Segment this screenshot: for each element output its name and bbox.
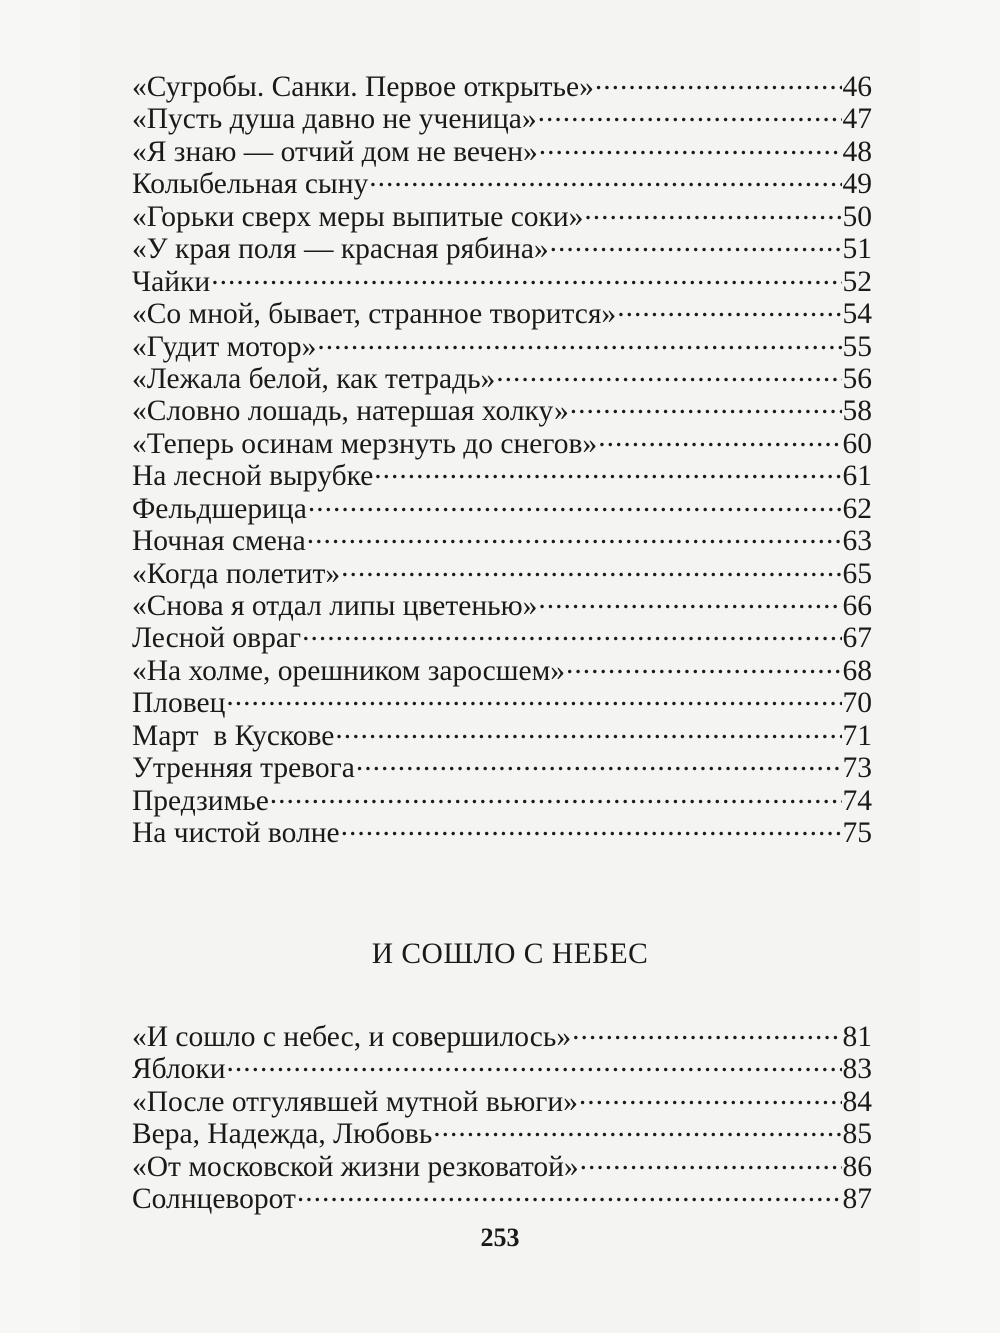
toc-leader-dots	[598, 421, 841, 453]
toc-leader-dots	[307, 518, 842, 550]
toc-leader-dots	[302, 615, 841, 647]
toc-entry-page: 67	[842, 622, 872, 655]
toc-leader-dots	[270, 778, 842, 810]
toc-leader-dots	[580, 1144, 842, 1176]
toc-entry-title: «Снова я отдал липы цветенью»	[132, 590, 538, 622]
toc-leader-dots	[579, 1079, 842, 1111]
toc-entry-page: 70	[842, 687, 872, 720]
toc-entry-title: «Со мной, бывает, странное творится»	[132, 298, 617, 331]
toc-leader-dots	[226, 680, 841, 712]
toc-leader-dots	[584, 194, 841, 226]
toc-entry-title: Солнцеворот	[132, 1183, 296, 1216]
toc-entry-title: «Я знаю — отчий дом не вечен»	[132, 135, 538, 168]
toc-entry-title: Яблоки	[132, 1053, 226, 1086]
toc-entry-page: 56	[842, 362, 872, 395]
toc-entry-title: «Гудит мотор»	[132, 330, 317, 363]
toc-entry-page: 87	[842, 1183, 872, 1216]
toc-entry-title: Предзимье	[132, 784, 269, 817]
toc-entry	[132, 64, 872, 103]
toc-leader-dots	[356, 745, 842, 777]
toc-entry-title: «Горьки сверх меры выпитые соки»	[132, 200, 584, 233]
section-heading: И СОШЛО С НЕБЕС	[371, 938, 649, 970]
toc-entry-title: «Сугробы. Санки. Первое открытье»	[132, 71, 594, 103]
toc-entry-page: 81	[842, 1021, 872, 1053]
toc-entry-title: «У края поля — красная рябина»	[132, 233, 549, 266]
toc-entry-page: 60	[842, 427, 872, 460]
toc-entry-page: 63	[842, 525, 872, 558]
toc-entry-title: Ночная смена	[132, 525, 306, 558]
toc-entry-title: На лесной вырубке	[132, 460, 374, 493]
toc-entry-page: 51	[842, 233, 872, 266]
toc-leader-dots	[617, 291, 841, 323]
toc-entry-page: 68	[842, 654, 872, 687]
toc-leader-dots	[227, 1046, 842, 1078]
toc-entry-page: 73	[842, 752, 872, 785]
toc-entry	[132, 1046, 872, 1086]
toc-entry-title: Март в Кускове	[132, 719, 335, 752]
toc-entry-title: «После отгулявшей мутной вьюги»	[132, 1085, 578, 1118]
toc-entry	[132, 1014, 872, 1053]
toc-entry-title: Лесной овраг	[132, 622, 302, 655]
toc-entry-page: 55	[842, 330, 872, 363]
toc-leader-dots	[317, 324, 841, 356]
toc-leader-dots	[538, 583, 841, 615]
toc-entry-title: Колыбельная сыну	[132, 168, 369, 201]
toc-entry-title: «И сошло с небес, и совершилось»	[132, 1021, 572, 1053]
toc-entry-page: 65	[842, 557, 872, 590]
toc-entry-page: 74	[842, 784, 872, 817]
toc-entry-page: 83	[842, 1053, 872, 1086]
toc-leader-dots	[374, 453, 841, 485]
toc-entry-title: «Пусть душа давно не ученица»	[132, 103, 537, 136]
toc-entry-page: 86	[842, 1150, 872, 1183]
toc-leader-dots	[433, 1111, 841, 1143]
table-of-contents	[132, 64, 872, 850]
toc-entry-page: 84	[842, 1085, 872, 1118]
toc-entry-title: Фельдшерица	[132, 492, 307, 525]
toc-entry	[132, 680, 872, 720]
toc-entry-page: 49	[842, 168, 872, 201]
toc-leader-dots	[308, 486, 842, 518]
toc-entry-title: Пловец	[132, 687, 226, 720]
toc-entry-page: 46	[842, 71, 872, 103]
toc-entry	[132, 259, 872, 298]
toc-leader-dots	[550, 226, 842, 258]
toc-leader-dots	[341, 810, 842, 842]
toc-leader-dots	[335, 713, 841, 745]
table-of-contents-section	[132, 1014, 872, 1216]
toc-entry-title: «Когда полетит»	[132, 557, 341, 590]
toc-entry-page: 85	[842, 1118, 872, 1151]
toc-entry-title: «От московской жизни резковатой»	[132, 1150, 579, 1183]
toc-entry-title: «Словно лошадь, натершая холку»	[132, 395, 569, 428]
toc-leader-dots	[566, 648, 842, 680]
toc-list-part1	[132, 64, 872, 850]
toc-leader-dots	[570, 388, 842, 420]
toc-entry-page: 58	[842, 395, 872, 428]
toc-entry-title: «Лежала белой, как тетрадь»	[132, 362, 496, 395]
toc-leader-dots	[538, 96, 842, 128]
toc-entry-page: 54	[842, 298, 872, 331]
page-number: 253	[480, 1223, 520, 1252]
toc-entry-title: «Теперь осинам мерзнуть до снегов»	[132, 427, 598, 460]
toc-entry-title: Утренняя тревога	[132, 752, 355, 785]
toc-entry-page: 52	[842, 265, 872, 298]
toc-leader-dots	[572, 1014, 841, 1046]
toc-entry	[132, 713, 872, 752]
toc-leader-dots	[539, 129, 842, 161]
toc-leader-dots	[297, 1176, 842, 1208]
toc-entry-page: 47	[842, 103, 872, 136]
toc-entry-title: «На холме, орешником заросшем»	[132, 654, 565, 687]
toc-leader-dots	[595, 64, 842, 96]
toc-leader-dots	[496, 356, 841, 388]
toc-entry	[132, 1079, 872, 1118]
toc-entry-page: 61	[842, 460, 872, 493]
toc-entry-title: На чистой волне	[132, 817, 340, 850]
toc-entry-page: 50	[842, 200, 872, 233]
toc-entry-title: Вера, Надежда, Любовь	[132, 1118, 433, 1151]
toc-entry	[132, 291, 872, 331]
toc-leader-dots	[369, 161, 841, 193]
toc-leader-dots	[341, 551, 841, 583]
toc-entry-page: 75	[842, 817, 872, 850]
toc-entry-title: Чайки	[132, 265, 211, 298]
toc-entry-page: 66	[842, 590, 872, 622]
toc-entry-page: 48	[842, 135, 872, 168]
toc-leader-dots	[211, 259, 841, 291]
toc-entry-page: 71	[842, 719, 872, 752]
toc-entry-page: 62	[842, 492, 872, 525]
